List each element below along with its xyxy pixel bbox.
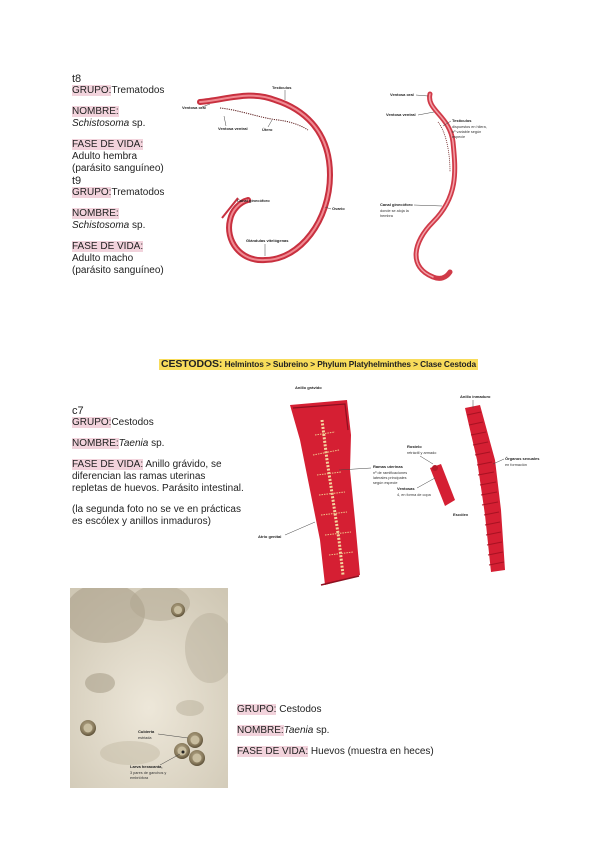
grupo-value: Cestodos (276, 704, 322, 715)
nombre-label: NOMBRE: (72, 208, 119, 219)
fig-label: Anillo inmaduro (460, 394, 491, 399)
nombre-suffix: sp. (313, 725, 330, 736)
photo-label: embriófora (130, 776, 149, 780)
fase-line: Adulto macho (72, 253, 134, 264)
fase-label: FASE DE VIDA: (237, 746, 309, 757)
nombre-value: Schistosoma (72, 220, 130, 231)
fase-value: Huevos (muestra en heces) (308, 746, 434, 757)
fase-line: Adulto hembra (72, 151, 138, 162)
nombre-label: NOMBRE: (237, 725, 284, 736)
fig-label: Ovario (332, 206, 345, 211)
fase-line: diferencian las ramas uterinas (72, 471, 206, 482)
fig-label: dispuestos en hilera, (452, 125, 487, 129)
fig-label: retráctil y armado (407, 451, 437, 455)
fig-label: Rostelo (407, 444, 422, 449)
grupo-label: GRUPO: (72, 417, 112, 428)
fase-label: FASE DE VIDA: (72, 459, 144, 470)
grupo-label: GRUPO: (72, 85, 112, 96)
fig-label: según especie (373, 481, 398, 485)
fig-label: Canal ginecóforo (237, 198, 270, 203)
fig-label: Útero (262, 127, 273, 132)
fig-label: Testículos (452, 118, 472, 123)
fig-label: Ramas uterinas (373, 464, 403, 469)
cestode-eggs-block (237, 704, 434, 758)
grupo-label: GRUPO: (237, 704, 277, 715)
nombre-suffix: sp. (129, 220, 146, 231)
fig-label: en formación (505, 463, 527, 467)
fig-label: Escólex (453, 512, 469, 517)
nombre-value: Schistosoma (72, 118, 130, 129)
note-line: (la segunda foto no se ve en prácticas (72, 504, 241, 515)
nombre-suffix: sp. (129, 118, 146, 129)
schistosoma-male-illustration (378, 82, 528, 287)
banner-title: CESTODOS: (161, 358, 223, 370)
grupo-label: GRUPO: (72, 187, 112, 198)
banner-path: Helmintos > Subreino > Phylum Platyhelminthes > Clase Cestoda (224, 359, 476, 369)
fig-label: Ventosa oral (182, 105, 206, 110)
fase-label: FASE DE VIDA: (72, 139, 144, 150)
fig-label: donde se aloja la (380, 209, 409, 213)
fig-label: Órganos sexuales (505, 456, 540, 461)
grupo-line (72, 85, 164, 97)
fig-label: Glándulas vitelógenas (246, 238, 289, 243)
fig-label: Canal ginecóforo (380, 202, 413, 207)
schistosoma-female-illustration (180, 80, 360, 270)
fig-label: Ventosa ventral (386, 112, 416, 117)
fase-line: (parásito sanguíneo) (72, 265, 164, 276)
nombre-value: Taenia (283, 725, 314, 736)
cestode-c7-block (72, 405, 244, 528)
fig-label: 4, en forma de copa (397, 493, 431, 497)
grupo-value: Trematodos (111, 187, 165, 198)
fig-label: Ventosas (397, 486, 415, 491)
fig-label: hembra (380, 214, 393, 218)
fase-line: repletas de huevos. Parásito intestinal. (72, 483, 244, 494)
fase-line: Anillo grávido, se (143, 459, 222, 470)
fig-label: laterales principales (373, 476, 407, 480)
fase-line: (parásito sanguíneo) (72, 163, 164, 174)
fig-label: nº de ramificaciones (373, 471, 408, 475)
fig-label: Atrio genital (258, 534, 282, 539)
trematode-female-block (72, 73, 164, 277)
fig-label: Testículos (272, 85, 292, 90)
photo-label: Larva hexacanta, (130, 764, 163, 769)
fig-label: especie (452, 135, 466, 139)
taenia-eggs-micrograph (70, 588, 228, 788)
photo-label: 3 pares de ganchos y (130, 771, 167, 775)
note-line: es escólex y anillos inmaduros) (72, 516, 211, 527)
specimen-code: t8 (72, 73, 82, 85)
fig-label: Ventosa oral (390, 92, 414, 97)
cestodos-section-banner (159, 359, 478, 370)
grupo-value: Trematodos (111, 85, 165, 96)
fig-label: Ventosa ventral (218, 126, 248, 131)
nombre-label: NOMBRE: (72, 106, 119, 117)
fig-label: nº variable según (452, 130, 482, 134)
fase-label: FASE DE VIDA: (72, 241, 144, 252)
fig-label: Anillo grávido (295, 385, 322, 390)
photo-label: estriada (138, 736, 152, 740)
grupo-value: Cestodos (111, 417, 154, 428)
specimen-code: t9 (72, 175, 82, 187)
nombre-value: Taenia (118, 438, 149, 449)
taenia-proglottid-illustration (255, 380, 545, 590)
photo-label: Cubierta (138, 729, 155, 734)
nombre-suffix: sp. (148, 438, 165, 449)
specimen-code: c7 (72, 405, 84, 417)
nombre-label: NOMBRE: (72, 438, 119, 449)
